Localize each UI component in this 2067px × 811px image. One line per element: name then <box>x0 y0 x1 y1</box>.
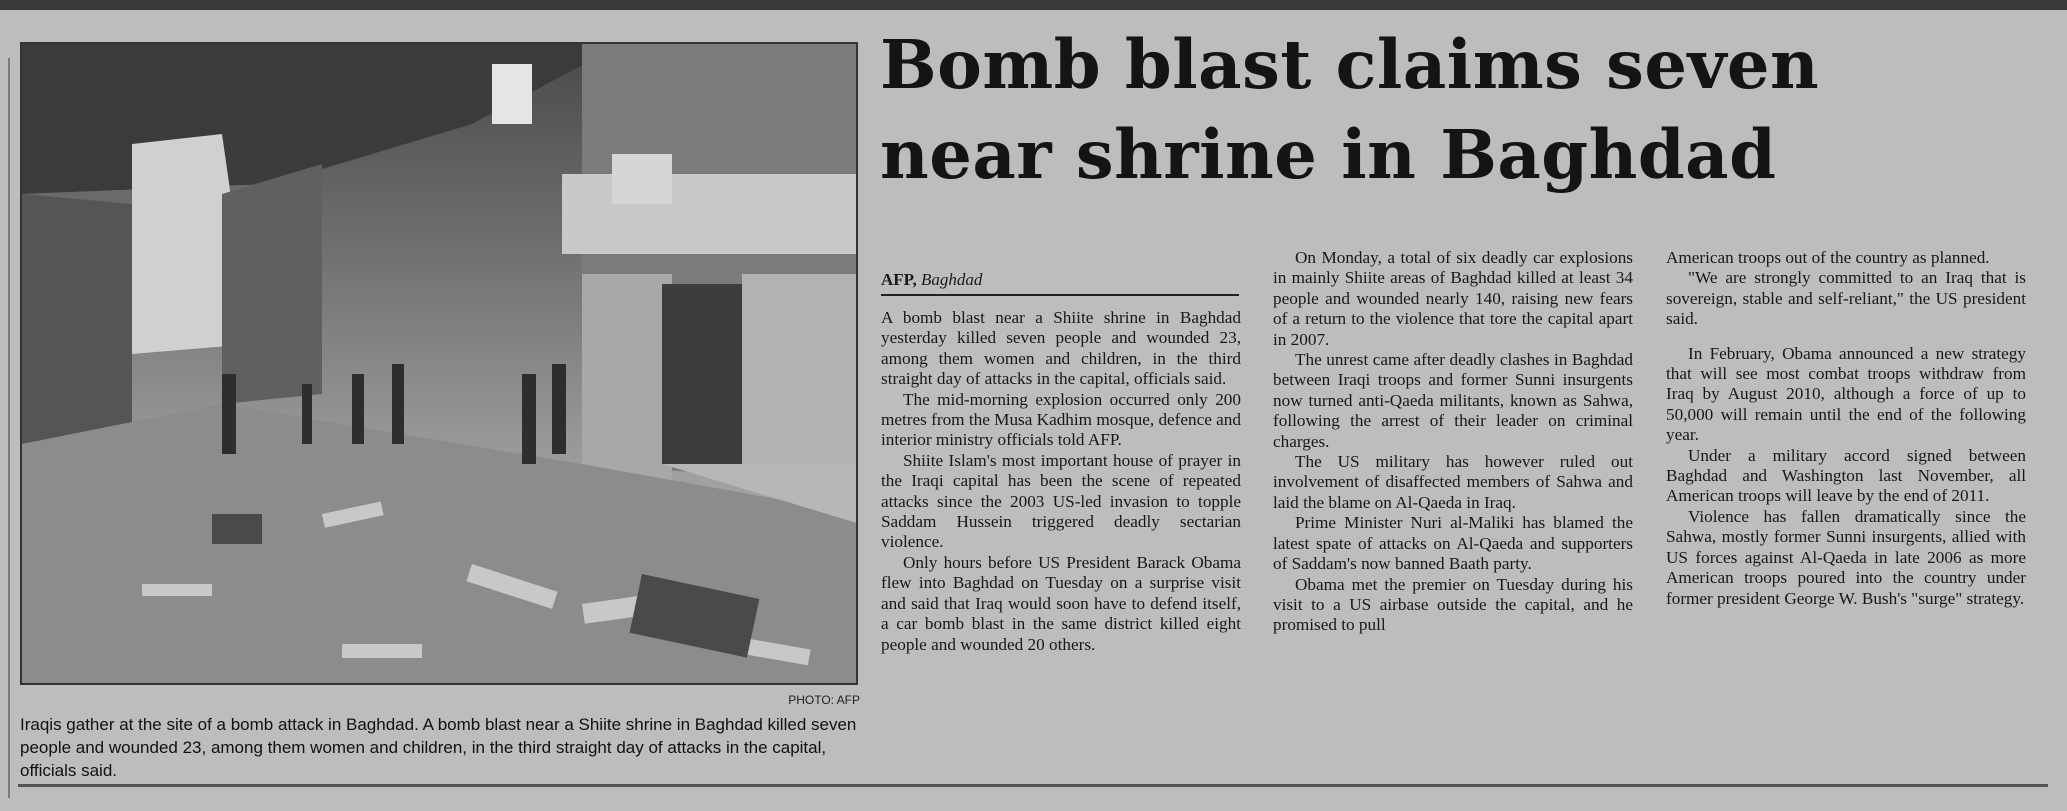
article-paragraph: American troops out of the country as planned. <box>1666 248 1990 267</box>
headline <box>880 20 2050 200</box>
article-paragraph: A bomb blast near a Shiite shrine in Baghdad yesterday killed seven people and wounded 23, among them women and children, in the third straight day of attacks in the capital, officials said. <box>881 308 1241 389</box>
article-column-1 <box>881 308 1241 655</box>
article-paragraph: The mid-morning explosion occurred only 200 metres from the Musa Kadhim mosque, defence and interior ministry officials told AFP. <box>881 389 1241 450</box>
article-paragraph: The US military has however ruled out involvement of disaffected members of Sahwa and laid the blame on Al-Qaeda in Iraq. <box>1273 452 1633 512</box>
top-rule <box>0 0 2067 10</box>
news-photo <box>20 42 858 685</box>
article-column-2 <box>1273 248 1633 636</box>
article-paragraph: "We are strongly committed to an Iraq that is sovereign, stable and self-reliant," the US president said. <box>1666 268 2026 329</box>
article-paragraph: On Monday, a total of six deadly car explosions in mainly Shiite areas of Baghdad killed at least 34 people and wounded nearly 140, raising new fears of a return to the violence that tore the capital apart in 2007. <box>1273 248 1633 349</box>
headline-line-2: near shrine in Baghdad <box>880 115 1777 194</box>
photo-caption: Iraqis gather at the site of a bomb attack in Baghdad. A bomb blast near a Shiite shrine in Baghdad killed seven people and wounded 23, among them women and children, in the third straight day of attacks in the capital, officials said. <box>20 715 857 780</box>
article-paragraph: Prime Minister Nuri al-Maliki has blamed the latest spate of attacks on Al-Qaeda and supporters of Saddam's now banned Baath party. <box>1273 513 1633 574</box>
article-paragraph: The unrest came after deadly clashes in Baghdad between Iraqi troops and former Sunni insurgents now turned anti-Qaeda militants, known as Sahwa, following the arrest of their leader on criminal charges. <box>1273 350 1633 451</box>
article-paragraph: Only hours before US President Barack Obama flew into Baghdad on Tuesday on a surprise visit and said that Iraq would soon have to defend itself, a car bomb blast in the same district killed eight people and wounded 20 others. <box>881 552 1241 654</box>
dateline-rule <box>881 294 1239 296</box>
market-street-illustration <box>22 44 858 685</box>
dateline-source: AFP, <box>881 270 917 289</box>
article-paragraph: In February, Obama announced a new strategy that will see most combat troops withdraw from Iraq by August 2010, although a force of up to 50,000 will remain until the end of the following year. <box>1666 343 2026 445</box>
dateline-place: Baghdad <box>921 270 983 289</box>
article-paragraph: Obama met the premier on Tuesday during his visit to a US airbase outside the capital, and he promised to pull <box>1273 574 1633 635</box>
article-paragraph: Violence has fallen dramatically since the Sahwa, mostly former Sunni insurgents, allied with US forces against Al-Qaeda in late 2006 as more American troops poured into the country under former president George W. Bush's "surge" strategy. <box>1666 506 2026 608</box>
left-column-rule <box>8 58 10 798</box>
article-paragraph: Shiite Islam's most important house of prayer in the Iraqi capital has been the scene of repeated attacks since the 2003 US-led invasion to topple Saddam Hussein triggered deadly sectarian violence. <box>881 450 1241 552</box>
article-paragraph: Under a military accord signed between Baghdad and Washington last November, all American troops will leave by the end of 2011. <box>1666 445 2026 506</box>
headline-line-1: Bomb blast claims seven <box>880 25 1820 104</box>
article-column-3 <box>1666 248 2026 609</box>
photo-credit: PHOTO: AFP <box>788 693 860 707</box>
dateline <box>881 270 982 290</box>
bottom-rule <box>18 784 2048 787</box>
